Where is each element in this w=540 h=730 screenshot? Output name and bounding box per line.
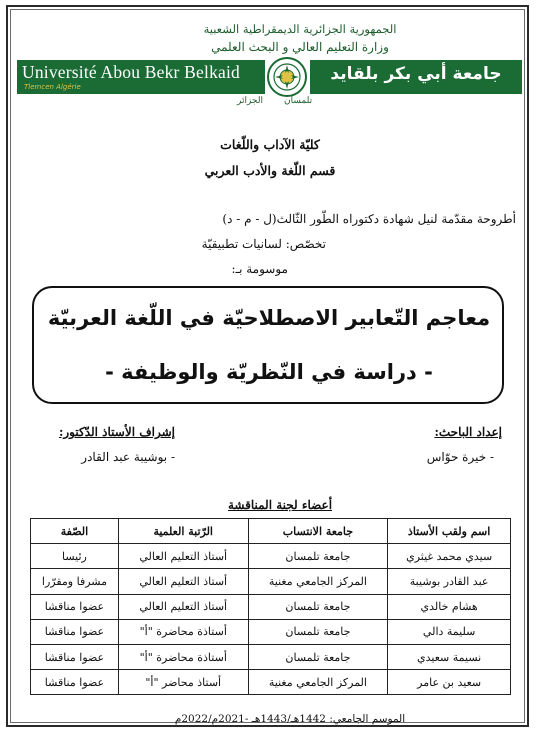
faculty-name: كليّة الآداب واللّغات xyxy=(220,137,320,152)
table-row xyxy=(31,544,511,569)
city-ar: تلمسان xyxy=(284,96,313,106)
member-rank: أستاذ محاضر "أ" xyxy=(118,670,248,695)
thesis-title: معاجم التّعابير الاصطلاحيّة في اللّغة العربيّة xyxy=(47,306,491,330)
member-rank: أستاذ التعليم العالي xyxy=(118,569,248,594)
column-header: الصّفة xyxy=(31,519,119,544)
university-name-fr: Université Abou Bekr Belkaid xyxy=(22,62,240,82)
country-ar: الجزائر xyxy=(237,96,263,106)
title-frame xyxy=(32,286,504,404)
table-row xyxy=(31,644,511,669)
member-affiliation: جامعة تلمسان xyxy=(248,544,388,569)
column-header: اسم ولقب الأستاذ xyxy=(388,519,511,544)
table-row xyxy=(31,594,511,619)
thesis-description: أطروحة مقدّمة لنيل شهادة دكتوراه الطّور الثّالث(ل - م - د) xyxy=(222,212,516,226)
member-name: سعيد بن عامر xyxy=(388,670,511,695)
member-role: مشرفا ومقرّرا xyxy=(31,569,119,594)
column-header: جامعة الانتساب xyxy=(248,519,388,544)
republic-title: الجمهورية الجزائرية الديمقراطية الشعبية xyxy=(203,22,397,36)
member-rank: أستاذة محاضرة "أ" xyxy=(118,644,248,669)
member-affiliation: المركز الجامعي مغنية xyxy=(248,670,388,695)
university-name-ar: جامعة أبي بكر بلقايد xyxy=(330,64,502,84)
member-role: عضوا مناقشا xyxy=(31,594,119,619)
jury-table xyxy=(30,518,511,695)
supervisor-name: - بوشيبة عبد القادر xyxy=(81,450,175,464)
member-role: عضوا مناقشا xyxy=(31,619,119,644)
member-name: عبد القادر بوشيبة xyxy=(388,569,511,594)
member-rank: أستاذ التعليم العالي xyxy=(118,544,248,569)
member-role: رئيسا xyxy=(31,544,119,569)
university-city-fr: Tlemcen Algérie xyxy=(24,83,81,91)
table-header-row xyxy=(31,519,511,544)
table-row xyxy=(31,619,511,644)
member-affiliation: جامعة تلمسان xyxy=(248,644,388,669)
titled-label: موسومة بـ: xyxy=(231,262,288,276)
member-name: نسيمة سعيدي xyxy=(388,644,511,669)
member-rank: أستاذ التعليم العالي xyxy=(118,594,248,619)
specialty: تخصّص: لسانيات تطبيقيّة xyxy=(201,237,326,251)
member-affiliation: جامعة تلمسان xyxy=(248,594,388,619)
university-seal-icon xyxy=(266,56,308,98)
column-header: الرّتبة العلمية xyxy=(118,519,248,544)
researcher-name: - خيرة حوّاس xyxy=(426,450,494,464)
member-name: هشام خالدي xyxy=(388,594,511,619)
member-name: سيدي محمد غيثري xyxy=(388,544,511,569)
academic-year: الموسم الجامعي: 1442هـ/1443هـ -2021م/2022م xyxy=(174,713,406,725)
researcher-label: إعداد الباحث: xyxy=(434,425,502,439)
member-role: عضوا مناقشا xyxy=(31,670,119,695)
jury-heading: أعضاء لجنة المناقشة xyxy=(227,498,333,512)
supervisor-label: إشراف الأستاذ الدّكتور: xyxy=(58,425,175,439)
department-name: قسم اللّغة والأدب العربي xyxy=(204,163,336,178)
member-name: سليمة دالي xyxy=(388,619,511,644)
member-affiliation: المركز الجامعي مغنية xyxy=(248,569,388,594)
table-row xyxy=(31,569,511,594)
ministry-title: وزارة التعليم العالي و البحث العلمي xyxy=(211,40,389,54)
member-affiliation: جامعة تلمسان xyxy=(248,619,388,644)
member-role: عضوا مناقشا xyxy=(31,644,119,669)
table-row xyxy=(31,670,511,695)
member-rank: أستاذة محاضرة "أ" xyxy=(118,619,248,644)
thesis-subtitle: - دراسة في النّظريّة والوظيفة - xyxy=(105,360,433,384)
